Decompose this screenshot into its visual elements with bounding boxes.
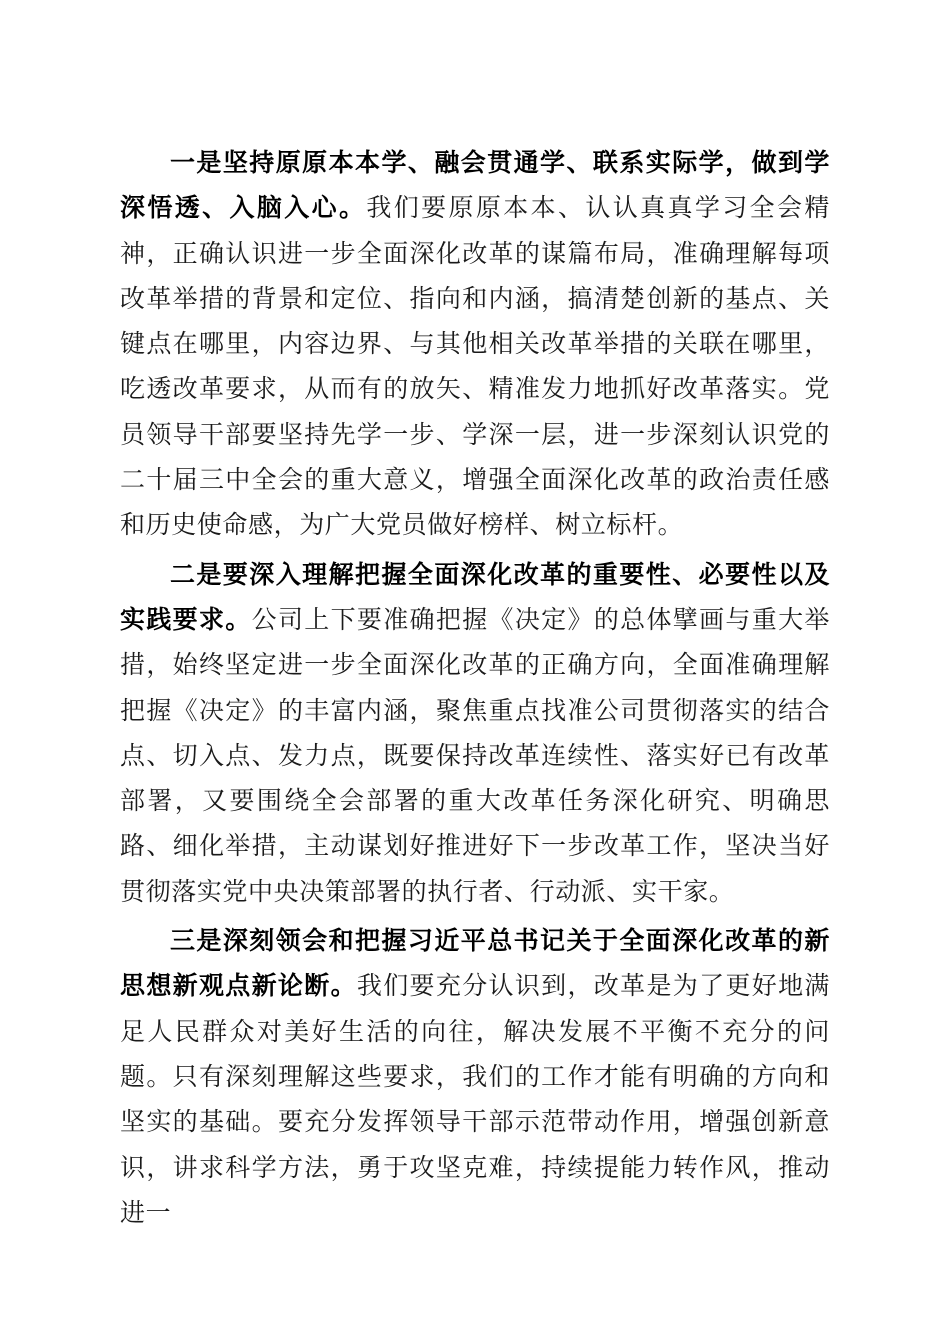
paragraph-2 — [120, 552, 830, 914]
paragraph-2-body: 公司上下要准确把握《决定》的总体擘画与重大举措，始终坚定进一步全面深化改革的正确方向，全面准确理解把握《决定》的丰富内涵，聚焦重点找准公司贯彻落实的结合点、切入点、发力点，既要保持改革连续性、落实好已有改革部署，又要围绕全会部署的重大改革任务深化研究、明确思路、细化举措，主动谋划好推进好下一步改革工作，坚决当好贯彻落实党中央决策部署的执行者、行动派、实干家。 — [120, 604, 830, 906]
paragraph-2-lead: 二是要深入理解把握全面深化改革的重要性、必要性以及实践要求。 — [120, 559, 830, 634]
paragraph-1-body: 我们要原原本本、认认真真学习全会精神，正确认识进一步全面深化改革的谋篇布局，准确理解每项改革举措的背景和定位、指向和内涵，搞清楚创新的基点、关键点在哪里，内容边界、与其他相关改革举措的关联在哪里，吃透改革要求，从而有的放矢、精准发力地抓好改革落实。党员领导干部要坚持先学一步、学深一层，进一步深刻认识党的二十届三中全会的重大意义，增强全面深化改革的政治责任感和历史使命感，为广大党员做好榜样、树立标杆。 — [120, 193, 831, 540]
paragraph-1 — [120, 140, 830, 548]
paragraph-1-lead: 一是坚持原原本本学、融会贯通学、联系实际学，做到学深悟透、入脑入心。 — [120, 148, 830, 223]
paragraph-3-lead: 三是深刻领会和把握习近平总书记关于全面深化改革的新思想新观点新论断。 — [120, 926, 830, 1001]
document-body — [120, 140, 830, 1239]
paragraph-3-body: 我们要充分认识到，改革是为了更好地满足人民群众对美好生活的向往，解决发展不平衡不充分的问题。只有深刻理解这些要求，我们的工作才能有明确的方向和坚实的基础。要充分发挥领导干部示范带动作用，增强创新意识，讲求科学方法，勇于攻坚克难，持续提能力转作风，推动进一 — [120, 971, 830, 1227]
paragraph-3 — [120, 918, 830, 1235]
